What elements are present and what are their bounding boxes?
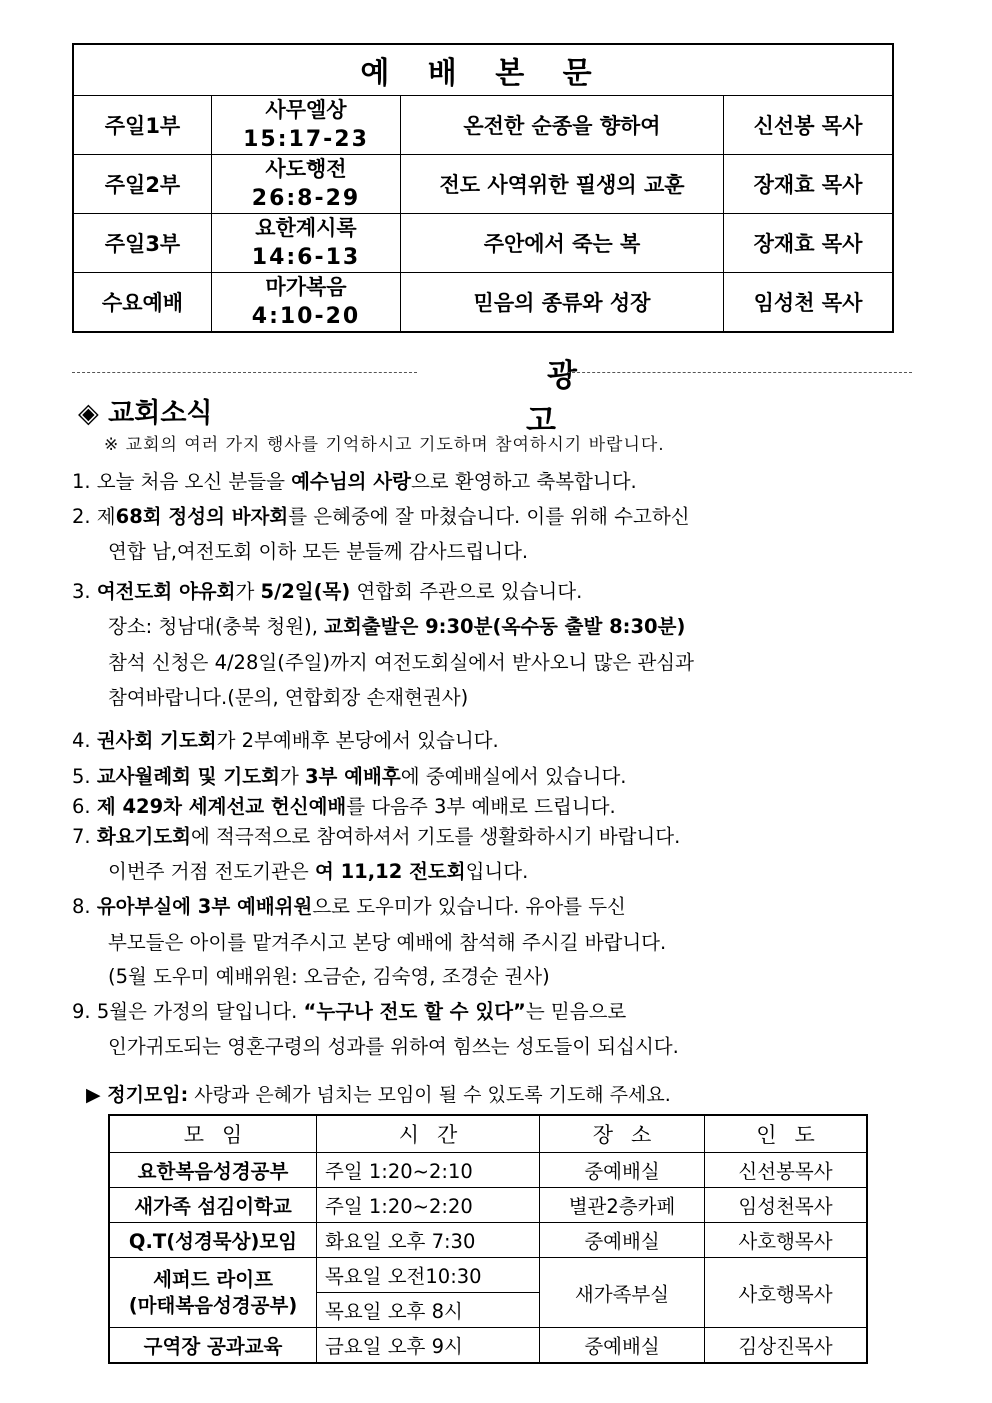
table-row [73, 273, 893, 333]
announcement-item [72, 1000, 679, 1058]
item-emphasis: 여 11,12 전도회 [314, 860, 466, 883]
item-continuation: 참여바랍니다.(문의, 연합회장 손재현권사) [108, 686, 469, 709]
announcement-item [72, 470, 637, 494]
item-text: 를 다음주 3부 예배로 드립니다. [346, 795, 616, 818]
scripture-book: 마가복음 [265, 275, 347, 299]
scripture-ref: 15:17-23 [243, 127, 369, 152]
item-continuation: 연합 남,여전도회 이하 모든 분들께 감사드립니다. [108, 540, 529, 563]
meeting-place: 중예배실 [540, 1153, 705, 1188]
item-number: 9. [72, 1000, 91, 1023]
service-name: 주일3부 [73, 214, 212, 273]
divider [72, 372, 417, 373]
item-continuation: (5월 도우미 예배위원: 오금순, 김숙영, 조경순 권사) [108, 965, 550, 988]
table-row [109, 1223, 867, 1258]
item-text: 5월은 가정의 달입니다. [96, 1000, 304, 1023]
item-text: 에 적극적으로 참여하셔서 기도를 생활화하시기 바랍니다. [191, 825, 681, 848]
table-row [109, 1258, 867, 1293]
scripture [212, 273, 401, 333]
meeting-name-line: 세퍼드 라이프 [153, 1267, 273, 1291]
item-continuation: 참석 신청은 4/28일(주일)까지 여전도회실에서 받사오니 많은 관심과 [108, 651, 694, 674]
item-text: 에 중예배실에서 있습니다. [400, 765, 627, 788]
item-text: 를 은혜중에 잘 마쳤습니다. 이를 위해 수고하신 [288, 505, 690, 528]
item-emphasis: 68회 정성의 바자회 [115, 505, 289, 528]
scripture-book: 요한계시록 [255, 216, 357, 240]
scripture-book: 사도행전 [265, 157, 347, 181]
meeting-time: 금요일 오후 9시 [317, 1328, 540, 1364]
item-continuation: 부모들은 아이를 맡겨주시고 본당 예배에 참석해 주시길 바랍니다. [108, 931, 667, 954]
preacher: 임성천 목사 [724, 273, 894, 333]
table-row [109, 1153, 867, 1188]
item-emphasis: 화요기도회 [96, 825, 191, 848]
scripture [212, 96, 401, 155]
header-time: 시간 [317, 1115, 540, 1153]
item-emphasis: 여전도회 야유회 [96, 580, 236, 603]
meeting-time: 주일 1:20~2:10 [317, 1153, 540, 1188]
table-row [73, 96, 893, 155]
meeting-name: 구역장 공과교육 [109, 1328, 317, 1364]
item-emphasis: 권사회 기도회 [96, 729, 217, 752]
announcement-item [72, 825, 681, 883]
meeting-leader: 신선봉목사 [705, 1153, 868, 1188]
item-number: 2. [72, 505, 91, 528]
service-name: 주일1부 [73, 96, 212, 155]
preacher: 신선봉 목사 [724, 96, 894, 155]
meetings-label-title: ▶ 정기모임: [86, 1084, 189, 1106]
preacher: 장재효 목사 [724, 155, 894, 214]
meeting-time: 주일 1:20~2:20 [317, 1188, 540, 1223]
header-meeting: 모임 [109, 1115, 317, 1153]
item-continuation [108, 615, 685, 639]
table-row [73, 214, 893, 273]
meetings-label-text: 사랑과 은혜가 넘치는 모임이 될 수 있도록 기도해 주세요. [188, 1084, 671, 1106]
item-emphasis: 3부 예배후 [304, 765, 401, 788]
meeting-leader: 임성천목사 [705, 1188, 868, 1223]
item-emphasis: 제 429차 세계선교 헌신예배 [96, 795, 347, 818]
scripture-ref: 14:6-13 [251, 245, 361, 270]
item-continuation [108, 860, 528, 884]
item-text: 으로 환영하고 축복합니다. [410, 470, 637, 493]
item-text: 입니다. [465, 860, 529, 883]
item-text: 가 2부예배후 본당에서 있습니다. [216, 729, 499, 752]
divider [567, 372, 912, 373]
item-number: 1. [72, 470, 91, 493]
meeting-name: 새가족 섬김이학교 [109, 1188, 317, 1223]
announcement-item [72, 895, 667, 988]
announcement-item [72, 580, 694, 709]
item-text: 장소: 청남대(충북 청원), [108, 615, 325, 638]
ad-title: 광고 [526, 358, 619, 439]
announcement-item [72, 795, 616, 819]
item-text: 는 믿음으로 [525, 1000, 627, 1023]
sermon-title: 온전한 순종을 향하여 [401, 96, 724, 155]
header-leader: 인도 [705, 1115, 868, 1153]
announcement-item [72, 505, 690, 563]
item-text: 이번주 거점 전도기관은 [108, 860, 315, 883]
item-emphasis: 유아부실에 3부 예배위원 [96, 895, 313, 918]
preacher: 장재효 목사 [724, 214, 894, 273]
service-name: 주일2부 [73, 155, 212, 214]
item-emphasis: 교사월례회 및 기도회 [96, 765, 280, 788]
item-text: 가 [279, 765, 305, 788]
item-text: 오늘 처음 오신 분들을 [90, 470, 292, 493]
meeting-place: 새가족부실 [540, 1258, 705, 1328]
meeting-time: 목요일 오후 8시 [317, 1293, 540, 1328]
announcement-item [72, 765, 627, 789]
item-number: 5. [72, 765, 91, 788]
item-text: 제 [90, 505, 116, 528]
announcement-item [72, 729, 499, 753]
sermon-title: 주안에서 죽는 복 [401, 214, 724, 273]
item-text: 으로 도우미가 있습니다. 유아를 두신 [312, 895, 626, 918]
item-number: 6. [72, 795, 91, 818]
meeting-leader: 사호행목사 [705, 1258, 868, 1328]
scripture [212, 155, 401, 214]
table-row [109, 1328, 867, 1364]
meeting-time: 화요일 오후 7:30 [317, 1223, 540, 1258]
item-text: 가 [235, 580, 261, 603]
service-name: 수요예배 [73, 273, 212, 333]
sermon-table-title: 예 배 본 문 [73, 44, 893, 96]
table-row [73, 155, 893, 214]
item-emphasis: “누구나 전도 할 수 있다” [303, 1000, 526, 1023]
sermon-table [72, 43, 894, 333]
header-place: 장소 [540, 1115, 705, 1153]
sermon-title: 믿음의 종류와 성장 [401, 273, 724, 333]
meeting-place: 별관2층카페 [540, 1188, 705, 1223]
meeting-place: 중예배실 [540, 1328, 705, 1364]
scripture [212, 214, 401, 273]
meeting-leader: 사호행목사 [705, 1223, 868, 1258]
meetings-label [86, 1080, 671, 1107]
meeting-leader: 김상진목사 [705, 1328, 868, 1364]
sermon-title: 전도 사역위한 필생의 교훈 [401, 155, 724, 214]
item-number: 4. [72, 729, 91, 752]
item-number: 3. [72, 580, 91, 603]
item-emphasis: 예수님의 사랑 [291, 470, 411, 493]
meeting-name [109, 1258, 317, 1328]
item-emphasis: 교회출발은 9:30분(옥수동 출발 8:30분) [324, 615, 686, 638]
item-emphasis: 5/2일(목) [260, 580, 351, 603]
meetings-table [108, 1114, 868, 1364]
table-row [109, 1188, 867, 1223]
news-heading: ◈ 교회소식 [78, 398, 213, 429]
meeting-name-line: (마태복음성경공부) [128, 1293, 298, 1317]
meeting-place: 중예배실 [540, 1223, 705, 1258]
meeting-name: Q.T(성경묵상)모임 [109, 1223, 317, 1258]
scripture-ref: 26:8-29 [251, 186, 361, 211]
item-text: 연합회 주관으로 있습니다. [350, 580, 583, 603]
scripture-book: 사무엘상 [265, 98, 347, 122]
item-continuation: 인가귀도되는 영혼구령의 성과를 위하여 힘쓰는 성도들이 되십시다. [108, 1035, 679, 1058]
item-number: 8. [72, 895, 91, 918]
scripture-ref: 4:10-20 [251, 304, 361, 329]
meeting-time: 목요일 오전10:30 [317, 1258, 540, 1293]
news-note: ※ 교회의 여러 가지 행사를 기억하시고 기도하며 참여하시기 바랍니다. [104, 435, 665, 455]
table-header-row [109, 1115, 867, 1153]
item-number: 7. [72, 825, 91, 848]
meeting-name: 요한복음성경공부 [109, 1153, 317, 1188]
